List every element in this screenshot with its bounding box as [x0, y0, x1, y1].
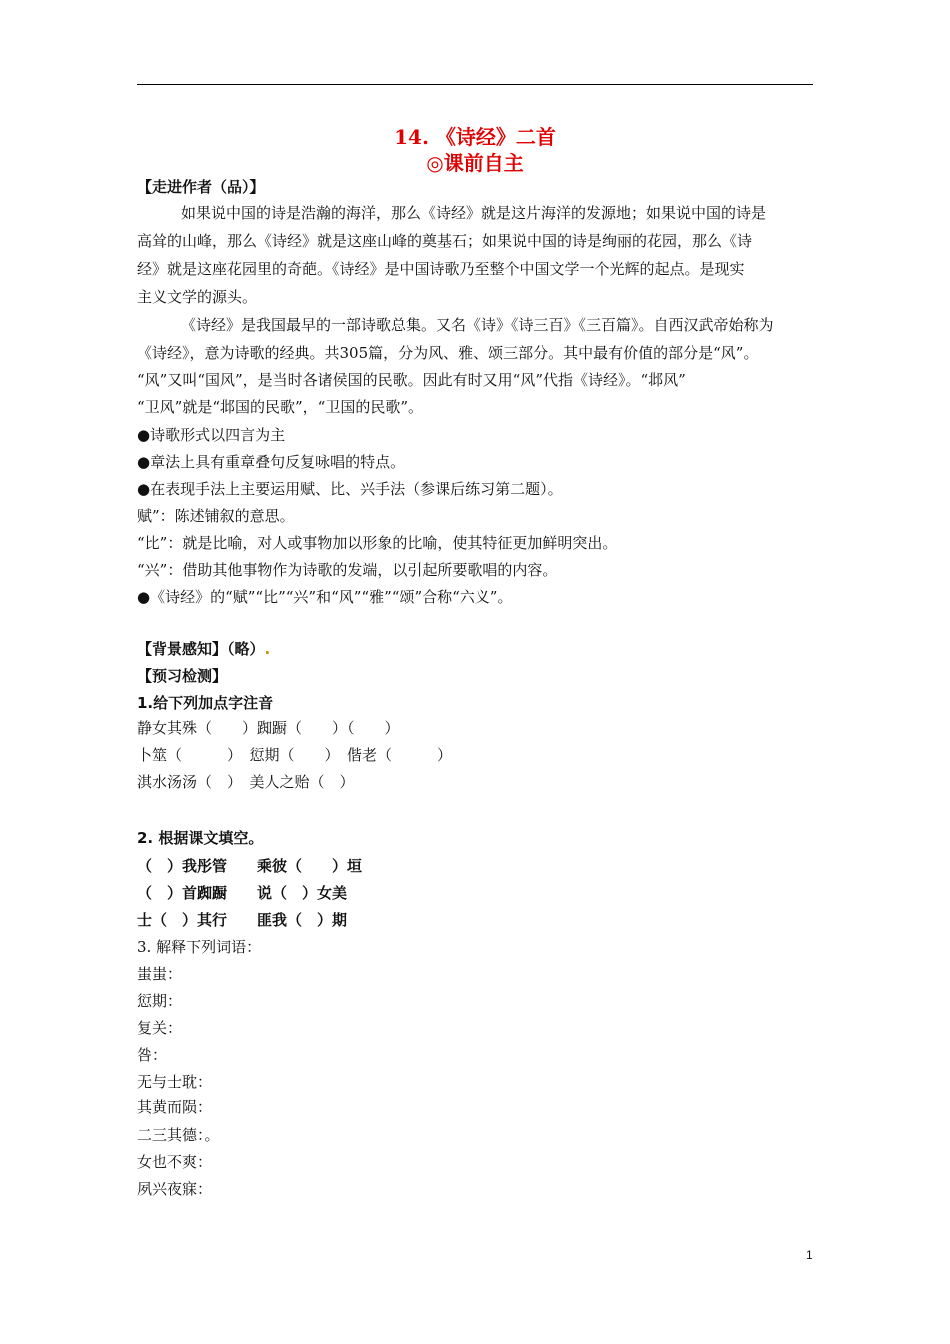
q3-item: 无与士耽：	[137, 1073, 213, 1091]
lesson-title: 14. 《诗经》二首	[394, 125, 556, 149]
q1-title: 1.给下列加点字注音	[137, 694, 274, 712]
q3-item: 咎：	[137, 1046, 168, 1064]
bullet-item: 赋”：陈述铺叙的意思。	[137, 507, 295, 525]
header-rule	[137, 84, 813, 85]
q3-title: 3. 解释下列词语：	[137, 938, 262, 956]
bullet-item: ●在表现手法上主要运用赋、比、兴手法（参课后练习第二题）。	[137, 480, 563, 498]
bullet-item: “比”：就是比喻，对人或事物加以形象的比喻，使其特征更加鲜明突出。	[137, 534, 618, 552]
q1-row: 淇水汤汤（ ） 美人之贻（ ）	[137, 773, 355, 791]
q2-title: 2. 根据课文填空。	[137, 829, 264, 847]
q3-item: 女也不爽：	[137, 1153, 213, 1171]
q3-item: 其黄而陨：	[137, 1098, 213, 1116]
intro-paragraph-line: “风”又叫“国风”，是当时各诸侯国的民歌。因此有时又用“风”代指《诗经》。“邶风”	[137, 371, 686, 389]
author-paragraph-line: 经》就是这座花园里的奇葩。《诗经》是中国诗歌乃至整个中国文学一个光辉的起点。是现实	[137, 260, 745, 278]
intro-paragraph-line: 《诗经》，意为诗歌的经典。共305篇，分为风、雅、颂三部分。其中最有价值的部分是“风”。	[137, 344, 759, 362]
bullet-item: ●章法上具有重章叠句反复咏唱的特点。	[137, 453, 406, 471]
background-label: 【背景感知】（略）	[137, 640, 265, 658]
background-heading	[137, 638, 270, 660]
preview-heading: 【预习检测】	[137, 667, 228, 685]
q3-item: 复关：	[137, 1019, 183, 1037]
page-number: 1	[806, 1248, 813, 1262]
author-heading: 【走进作者（品）】	[137, 178, 265, 196]
background-dot: .	[264, 640, 271, 658]
q3-item: 夙兴夜寐：	[137, 1180, 213, 1198]
q1-row: 静女其殊（ ）踟蹰（ ）（ ）	[137, 719, 400, 737]
q3-item: 蚩蚩：	[137, 965, 183, 983]
bullet-item: “兴”：借助其他事物作为诗歌的发端，以引起所要歌唱的内容。	[137, 561, 558, 579]
author-paragraph-line: 主义文学的源头。	[137, 288, 258, 306]
bullet-item: ●诗歌形式以四言为主	[137, 426, 286, 444]
q2-row: 士（ ）其行 匪我（ ）期	[137, 911, 348, 929]
author-paragraph-line: 如果说中国的诗是浩瀚的海洋，那么《诗经》就是这片海洋的发源地；如果说中国的诗是	[181, 204, 767, 222]
q2-row: （ ）我彤管 乘彼（ ）垣	[137, 857, 363, 875]
section-subtitle: ◎课前自主	[426, 151, 524, 175]
q2-row: （ ）首踟蹰 说（ ）女美	[137, 884, 348, 902]
q3-item: 愆期：	[137, 992, 183, 1010]
bullet-item: ●《诗经》的“赋”“比”“兴”和“风”“雅”“颂”合称“六义”。	[137, 588, 513, 606]
q3-item: 二三其德：。	[137, 1126, 220, 1144]
intro-paragraph-line: 《诗经》是我国最早的一部诗歌总集。又名《诗》《诗三百》《三百篇》。自西汉武帝始称为	[181, 316, 774, 334]
author-paragraph-line: 高耸的山峰，那么《诗经》就是这座山峰的奠基石；如果说中国的诗是绚丽的花园，那么《诗	[137, 232, 753, 250]
q1-row: 卜筮（ ） 愆期（ ） 偕老（ ）	[137, 746, 453, 764]
intro-paragraph-line: “卫风”就是“邶国的民歌”，“卫国的民歌”。	[137, 398, 424, 416]
